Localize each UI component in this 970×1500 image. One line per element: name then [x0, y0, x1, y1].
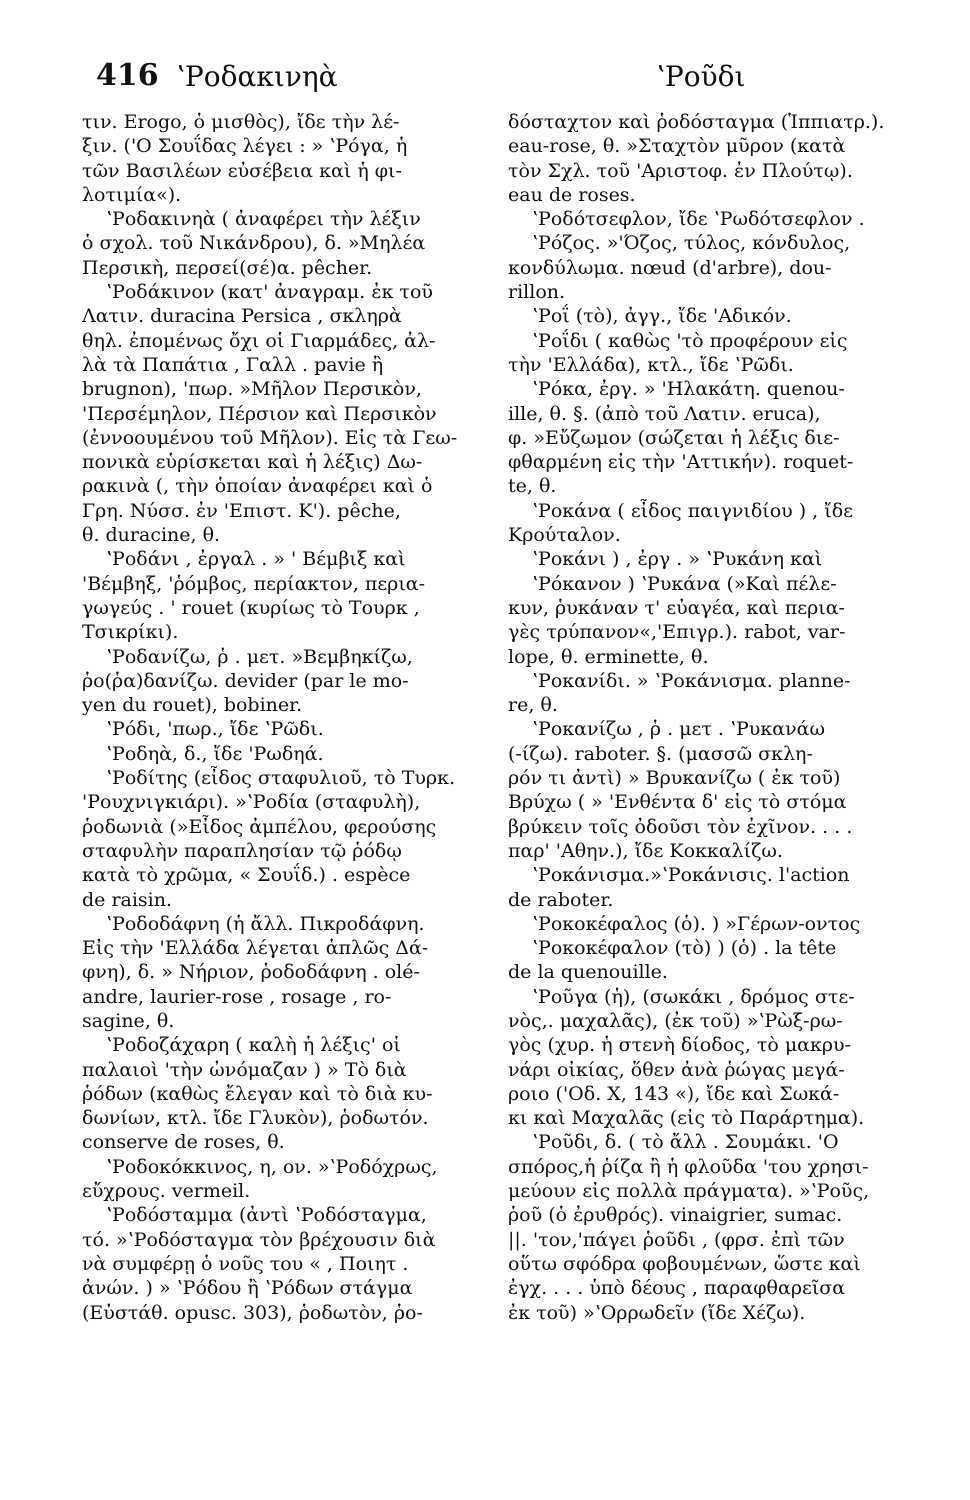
text-line: εὔχρους. vermeil. [82, 1180, 251, 1203]
text-line: Περσικὴ, περσεί(σέ)α. pêcher. [82, 256, 373, 279]
text-line: ʽΡοδηὰ, δ., ἴδε 'Ρωδηά. [106, 742, 324, 765]
text-line: 'Ρουχνιγκιάρι). »ʽΡοδία (σταφυλὴ), [82, 791, 421, 814]
text-line: ξιν. ('Ο Σουΐδας λέγει : » ʽΡόγα, ἡ [82, 135, 408, 158]
text-line: τὴν 'Ελλάδα), κτλ., ἴδε ʽΡῶδι. [508, 353, 794, 376]
text-line: ʽΡοδοδάφνη (ἡ ἄλλ. Πικροδάφνη. [106, 912, 425, 935]
text-line: σπόρος,ἡ ῥίζα ἢ ἡ φλοῦδα 'του χρησι- [508, 1155, 869, 1178]
text-line: δωνίων, κτλ. ἴδε Γλυκὸν), ῥοδωτόν. [82, 1107, 429, 1130]
text-line: Βρύχω ( » 'Ενθέντα δ' εἰς τὸ στόμα [508, 791, 847, 814]
text-line: ʽΡοδανίζω, ῥ . μετ. »Βεμβηκίζω, [106, 645, 413, 668]
page-number: 416 [96, 58, 159, 93]
right-running-head: ʽΡοῦδι [656, 60, 746, 93]
text-line: brugnon), 'πωρ. »Μῆλον Περσικὸν, [82, 378, 422, 401]
text-line: 'Βέμβηξ, 'ῥόμβος, περίακτον, περια- [82, 572, 426, 595]
text-line: eau-rose, θ. »Σταχτὸν μῦρον (κατὰ [508, 135, 846, 158]
text-line: κι καὶ Μαχαλᾶς (εἰς τὸ Παράρτημα). [508, 1107, 865, 1130]
text-line: ʽΡοῦδι, δ. ( τὸ ἄλλ . Σουμάκι. 'Ο [532, 1131, 839, 1154]
text-line: Κρούταλον. [508, 524, 621, 547]
text-line: λοτιμία«). [82, 183, 182, 206]
text-line: ʽΡόκανον ) ʽΡυκάνα (»Καὶ πέλε- [532, 572, 837, 595]
text-line: γωγεύς . ' rouet (κυρίως τὸ Τουρκ , [82, 596, 420, 619]
text-line: ῥόδων (καθὼς ἔλεγαν καὶ τὸ διὰ κυ- [82, 1082, 433, 1105]
text-line: yen du rouet), bobiner. [82, 694, 303, 717]
text-line: γὲς τρύπανον«,'Επιγρ.). rabot, var- [508, 621, 846, 644]
text-line: ἐκ τοῦ) »ʽΟρρωδεῖν (ἴδε Χέζω). [508, 1301, 806, 1324]
text-line: ʽΡόκα, ἐργ. » 'Ηλακάτη. quenou- [532, 378, 845, 401]
text-line: ʽΡοκανίζω , ῥ . μετ . ʽΡυκανάω [532, 718, 825, 741]
text-line: ille, θ. §. (ἀπὸ τοῦ Λατιν. eruca), [508, 402, 821, 425]
text-line: κυν, ῥυκάναν τ' εὐαγέα, καὶ περια- [508, 596, 845, 619]
text-line: re, θ. [508, 694, 558, 717]
text-line: ʽΡοΐ (τὸ), ἀγγ., ἴδε 'Αδικόν. [532, 305, 792, 328]
right-column [508, 110, 908, 1325]
text-line: θηλ. ἐπομένως ὄχι οἱ Γιαρμάδες, ἀλ- [82, 329, 436, 352]
text-line: conserve de roses, θ. [82, 1131, 285, 1154]
text-line: τὸν Σχλ. τοῦ 'Αριστοφ. ἐν Πλούτῳ). [508, 159, 853, 182]
text-line: ʽΡοδοζάχαρη ( καλὴ ἡ λέξις' οἱ [106, 1034, 401, 1057]
text-line: ʽΡοδοκόκκινος, η, ον. »ʽΡοδόχρως, [106, 1155, 438, 1178]
text-line: ρόν τι ἀντὶ) » Βρυκανίζω ( ἐκ τοῦ) [508, 767, 841, 790]
text-line: πονικὰ εὑρίσκεται καὶ ἡ λέξις) Δω- [82, 451, 423, 474]
text-line: Τσικρίκι). [82, 621, 179, 644]
text-line: (-ίζω). raboter. §. (μασσῶ σκλη- [508, 742, 813, 765]
text-line: τῶν Βασιλέων εὐσέβεια καὶ ἡ φι- [82, 159, 402, 182]
text-line: τιν. Erogo, ὁ μισθὸς), ἴδε τὴν λέ- [82, 111, 400, 133]
text-line: παλαιοὶ 'τὴν ὠνόμαζαν ) » Τὸ διὰ [82, 1058, 407, 1081]
text-line: ||. 'τον,'πάγει ῥοῦδι , (φρσ. ἐπὶ τῶν [508, 1228, 845, 1251]
text-line: γὸς (χυρ. ἡ στενὴ δίοδος, τὸ μακρυ- [508, 1034, 852, 1057]
text-line: ʽΡοΐδι ( καθὼς 'τὸ προφέρουν εἰς [532, 329, 848, 352]
text-line: de la quenouille. [508, 961, 668, 984]
text-line: te, θ. [508, 475, 557, 498]
text-line: ʽΡοδάκινον (κατ' ἀναγραμ. ἐκ τοῦ [106, 281, 433, 304]
text-line: ʽΡοδόσταμμα (ἀντὶ ʽΡοδόσταγμα, [106, 1204, 427, 1227]
text-line: φνη), δ. » Νήριον, ῥοδοδάφνη . olé- [82, 961, 420, 984]
text-line: ʽΡοκάνα ( εἶδος παιγνιδίου ) , ἴδε [532, 499, 853, 522]
text-line: δόσταχτον καὶ ῥοδόσταγμα (Ἱππιατρ.). [508, 111, 885, 133]
text-line: ὁ σχολ. τοῦ Νικάνδρου), δ. »Μηλέα [82, 232, 426, 255]
text-line: ροιο ('Οδ. Χ, 143 «), ἴδε καὶ Σωκά- [508, 1082, 840, 1105]
text-line: ἐγχ. . . . ὑπὸ δέους , παραφθαρεῖσα [508, 1277, 846, 1300]
text-line: ʽΡοκοκέφαλον (τὸ) ) (ὁ) . la tête [532, 937, 837, 960]
text-line: sagine, θ. [82, 1009, 175, 1032]
text-line: 'Περσέμηλον, Πέρσιον καὶ Περσικὸν [82, 402, 437, 425]
text-line: de raboter. [508, 888, 614, 911]
text-line: λὰ τὰ Παπάτια , Γαλλ . pavie ἢ [82, 353, 384, 376]
text-line: ʽΡοκοκέφαλος (ὁ). ) »Γέρων-οντος [532, 912, 861, 935]
text-line: οὕτω σφόδρα φοβουμένων, ὥστε καὶ [508, 1252, 861, 1275]
text-line: κονδύλωμα. nœud (d'arbre), dou- [508, 256, 832, 279]
text-line: Λατιν. duracina Persica , σκληρὰ [82, 305, 402, 328]
text-line: ʽΡόδι, 'πωρ., ἴδε ʽΡῶδι. [106, 718, 324, 741]
text-line: ʽΡοδακινηὰ ( ἀναφέρει τὴν λέξιν [106, 208, 421, 231]
text-line: rillon. [508, 281, 566, 304]
text-line: ʽΡοδότσεφλον, ἴδε ʽΡωδότσεφλον . [532, 208, 865, 231]
text-line: φ. »Εὔζωμον (σώζεται ἡ λέξις διε- [508, 426, 840, 449]
text-line: Εἰς τὴν 'Ελλάδα λέγεται ἁπλῶς Δά- [82, 937, 429, 960]
text-line: μεύουν εἰς πολλὰ πράγματα). »ʽΡοῦς, [508, 1180, 870, 1203]
text-line: ʽΡοῦγα (ἡ), (σωκάκι , δρόμος στε- [532, 985, 855, 1008]
text-line: ʽΡοκάνισμα.»ʽΡοκάνισις. l'action [532, 864, 850, 887]
text-line: de raisin. [82, 888, 173, 911]
text-line: ʽΡοδίτης (εἶδος σταφυλιοῦ, τὸ Τυρκ. [106, 767, 456, 790]
page-header [0, 58, 970, 108]
text-line: ʽΡοκάνι ) , ἐργ . » ʽΡυκάνη καὶ [532, 548, 823, 571]
text-line: παρ' 'Αθην.), ἴδε Κοκκαλίζω. [508, 839, 783, 862]
text-line: ῥο(ῥα)δανίζω. devider (par le mo- [82, 669, 409, 692]
text-line: ʽΡοκανίδι. » ʽΡοκάνισμα. planne- [532, 669, 851, 692]
text-line: lope, θ. erminette, θ. [508, 645, 709, 668]
text-line: νὰ συμφέρῃ ὁ νοῦς του « , Ποιητ . [82, 1252, 409, 1275]
text-line: φθαρμένη εἰς τὴν 'Αττικήν). roquet- [508, 451, 854, 474]
text-line: θ. duracine, θ. [82, 524, 221, 547]
text-line: (ἐννοουμένου τοῦ Μῆλον). Εἰς τὰ Γεω- [82, 426, 458, 449]
text-line: νάρι οἰκίας, ὅθεν ἀνὰ ῥώγας μεγά- [508, 1058, 845, 1081]
text-line: βρύκειν τοῖς ὀδοῦσι τὸν ἐχῖνον. . . . [508, 815, 853, 838]
text-line: τό. »ʽΡοδόσταγμα τὸν βρέχουσιν διὰ [82, 1228, 436, 1251]
left-running-head: ʽΡοδακινηὰ [176, 60, 338, 93]
text-line: ρακινὰ (, τὴν ὁποίαν ἀναφέρει καὶ ὁ [82, 475, 433, 498]
text-line: eau de roses. [508, 183, 636, 206]
text-line: σταφυλὴν παραπλησίαν τῷ ῥόδῳ [82, 839, 402, 862]
left-column [82, 110, 474, 1325]
text-line: νὸς,. μαχαλᾶς), (ἐκ τοῦ) »ʽΡὼξ-ρω- [508, 1009, 843, 1032]
text-line: ῥοῦ (ὁ ἐρυθρός). vinaigrier, sumac. [508, 1204, 843, 1227]
text-line: κατὰ τὸ χρῶμα, « Σουΐδ.) . espèce [82, 864, 411, 887]
text-line: ʽΡοδάνι , ἐργαλ . » ' Βέμβιξ καὶ [106, 548, 406, 571]
text-line: ʽΡόζος. »'Όζος, τύλος, κόνδυλος, [532, 232, 851, 255]
text-line: ῥοδωνιὰ (»Εἶδος ἀμπέλου, φερούσης [82, 815, 437, 838]
text-line: ἀνών. ) » ʽΡόδου ἢ ʽΡόδων στάγμα [82, 1277, 413, 1300]
text-line: Γρη. Νύσσ. ἐν 'Επιστ. Κ'). pêche, [82, 499, 401, 522]
text-line: (Εὐστάθ. opusc. 303), ῥοδωτὸν, ῥο- [82, 1301, 423, 1324]
text-line: andre, laurier-rose , rosage , ro- [82, 985, 392, 1008]
